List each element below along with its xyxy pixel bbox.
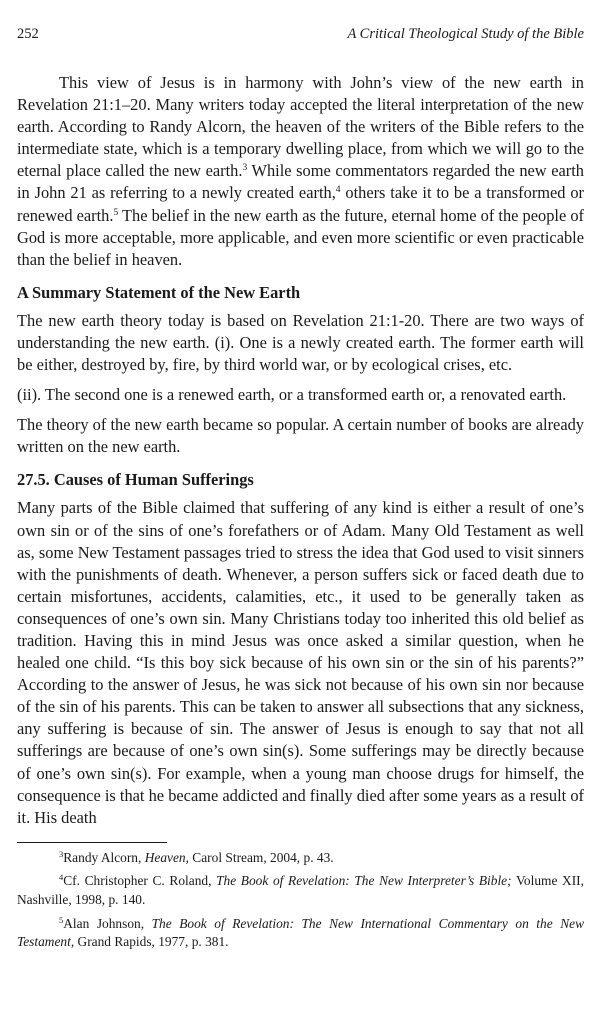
footnote (17, 849, 584, 868)
footnote-number: 4 (59, 872, 64, 883)
footnote-ref-5: 5 (113, 207, 119, 218)
page-number: 252 (17, 26, 39, 42)
footnote-divider (17, 842, 167, 843)
footnote-author: Cf. Christopher C. Roland, (63, 873, 217, 889)
section-heading-summary: A Summary Statement of the New Earth (17, 282, 301, 302)
summary-paragraph: The theory of the new earth became so popular. A certain number of books are already written on the new earth. (17, 415, 584, 457)
footnote-title: The Book of Revelation: The New Interpreter’s Bible; (216, 873, 512, 889)
intro-paragraph (17, 72, 584, 271)
footnote (17, 872, 584, 909)
footnote-publication: Carol Stream, 2004, p. 43. (188, 849, 334, 865)
footnote-author: Alan Johnson, (63, 915, 152, 931)
body-text (17, 72, 584, 829)
footnote-publication: Grand Rapids, 1977, p. 381. (74, 934, 229, 950)
footnote (17, 915, 584, 952)
page-header (17, 24, 584, 44)
footnote-author: Randy Alcorn, (63, 849, 145, 865)
footnote-number: 3 (59, 848, 64, 859)
footnotes (17, 849, 584, 952)
intro-text-a: This view of Jesus is in harmony with John’s view of the new earth in Revelation 21:1–20. Many writers today accepted the literal interpretation of the new earth. According to Randy Alcorn, the heaven of the writers of the Bible refers to the intermediate state, which is a temporary dwelling place, from which we will go to the eternal place called the new earth. (17, 73, 584, 181)
book-page (17, 24, 584, 957)
summary-paragraph: The new earth theory today is based on Revelation 21:1-20. There are two ways of understanding the new earth. (i). One is a newly created earth. The former earth will be either, destroyed by, fire, by third world war, or by ecological crises, etc. (17, 310, 584, 375)
summary-paragraph: (ii). The second one is a renewed earth, or a transformed earth or, a renovated earth. (17, 385, 567, 405)
footnote-publication: Volume XII, Nashville, 1998, p. 140. (17, 873, 584, 907)
footnote-title: Heaven, (144, 849, 189, 865)
intro-text-b: While some commentators regarded the new earth in John 21 as referring to a newly created earth, (17, 161, 584, 203)
footnote-title: The Book of Revelation: The New International Commentary on the New Testament, (17, 915, 584, 950)
footnote-ref-3: 3 (242, 163, 248, 174)
footnote-number: 5 (59, 914, 64, 925)
causes-paragraph: Many parts of the Bible claimed that suffering of any kind is either a result of one’s own sin or of the sins of one’s forefathers or of Adam. Many Old Testament as well as, some New Testament passages tried to stress the idea that God used to visit sinners with the punishments of death. Whenever, a person suffers sick or faced death due to certain misfortunes, accidents, calamities, etc., it used to be generally taken as consequences of one’s own sin. Many Christians today too inherited this old belief as tradition. Having this in mind Jesus was once asked a similar question, when he healed one child. “Is this boy sick because of his own sin or the sin of his parents?” According to the answer of Jesus, he was sick not because of his own sin nor because of the sin of his parents. This can be taken to answer all subsections that any sickness, any suffering is because of sin. The answer of Jesus is enough to say that not all sufferings are because of one’s own sin(s). Some sufferings may be directly because of one’s own sin(s). For example, when a young man choose drugs for himself, the consequence is that he became addicted and finally died after some years as a result of it. His death (17, 498, 584, 827)
running-title: A Critical Theological Study of the Bible (347, 26, 584, 42)
intro-text-c: others take it to be a transformed or renewed earth. (17, 183, 584, 225)
footnote-ref-4: 4 (335, 185, 341, 196)
intro-text-d: The belief in the new earth as the future, eternal home of the people of God is more acceptable, more applicable, and even more scientific or even practicable than the belief in heaven. (17, 205, 584, 269)
section-heading-causes: 27.5. Causes of Human Sufferings (17, 470, 254, 490)
